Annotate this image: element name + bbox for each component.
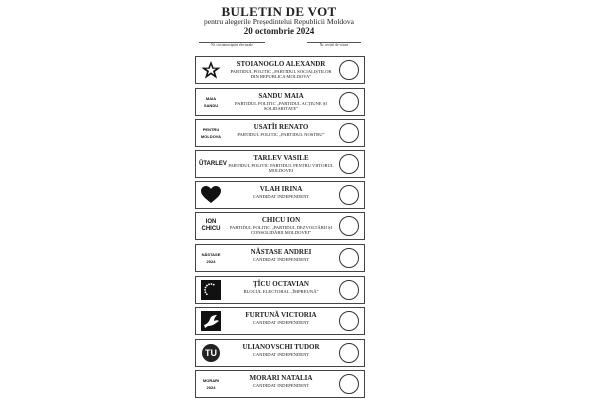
vote-circle[interactable] xyxy=(339,248,359,268)
candidate-party: PARTIDUL POLITIC PARTIDUL PENTRU VIITORUL MOLDOVEI xyxy=(228,163,334,173)
stars-square-icon xyxy=(199,279,223,301)
candidate-name: SANDU MAIA xyxy=(258,92,304,100)
star-icon xyxy=(199,59,223,81)
candidate-row xyxy=(195,150,365,178)
candidate-name: USATÎI RENATO xyxy=(253,123,309,131)
candidate-logo xyxy=(199,247,223,269)
candidate-row xyxy=(195,276,365,304)
vote-circle[interactable] xyxy=(339,311,359,331)
candidate-logo xyxy=(199,373,223,395)
candidate-party: CANDIDAT INDEPENDENT xyxy=(252,352,310,357)
vote-circle[interactable] xyxy=(339,123,359,143)
candidate-name: CHICU ION xyxy=(261,216,301,224)
candidate-logo xyxy=(199,153,227,175)
heart-icon xyxy=(200,185,222,205)
candidate-logo-text: MORARI 2024 xyxy=(202,378,220,390)
candidate-name: VLAH IRINA xyxy=(259,185,303,193)
candidate-party: BLOCUL ELECTORAL „ÎMPREUNĂ” xyxy=(243,289,319,294)
candidate-party: CANDIDAT INDEPENDENT xyxy=(252,194,310,199)
candidate-party: CANDIDAT INDEPENDENT xyxy=(252,383,310,388)
dove-icon xyxy=(200,311,222,331)
heart-icon xyxy=(199,184,223,206)
candidate-name: NĂSTASE ANDREI xyxy=(250,248,312,256)
candidate-name: STOIANOGLO ALEXANDR xyxy=(236,60,326,68)
candidate-name: ȚÎCU OCTAVIAN xyxy=(253,280,309,288)
candidate-name: MORARI NATALIA xyxy=(249,374,313,382)
candidate-logo-text: TU xyxy=(202,344,220,362)
vote-circle[interactable] xyxy=(339,185,359,205)
candidate-row xyxy=(195,244,365,272)
candidate-row xyxy=(195,88,365,116)
candidate-row xyxy=(195,339,365,367)
candidate-row xyxy=(195,119,365,147)
vote-circle[interactable] xyxy=(339,343,359,363)
candidate-row xyxy=(195,181,365,209)
candidate-logo xyxy=(199,215,223,237)
vote-circle[interactable] xyxy=(339,92,359,112)
vote-circle[interactable] xyxy=(339,216,359,236)
star-icon xyxy=(200,60,222,80)
ballot-title: BULETIN DE VOT xyxy=(221,4,337,19)
candidate-logo-text: MAIA SANDU xyxy=(203,96,219,108)
vote-circle[interactable] xyxy=(339,280,359,300)
candidate-party: CANDIDAT INDEPENDENT xyxy=(252,257,310,262)
candidate-row xyxy=(195,212,365,240)
candidate-name: FURTUNĂ VICTORIA xyxy=(245,311,317,319)
ballot xyxy=(187,0,371,400)
candidate-logo xyxy=(199,91,223,113)
ballot-date: 20 octombrie 2024 xyxy=(243,26,315,36)
vote-circle[interactable] xyxy=(339,374,359,394)
candidate-party: PARTIDUL POLITIC „PARTIDUL DEZVOLTĂRII ȘI CONSOLIDĂRII MOLDOVEI” xyxy=(229,225,333,235)
vote-circle[interactable] xyxy=(339,60,359,80)
candidate-logo-text: NĂSTASE 2024 xyxy=(201,252,221,264)
candidate-logo-text: ŪTARLEV xyxy=(199,160,227,167)
candidate-logo-text: PENTRU MOLDOVA xyxy=(200,127,222,139)
candidate-name: TARLEV VASILE xyxy=(253,154,309,162)
candidate-party: CANDIDAT INDEPENDENT xyxy=(252,320,310,325)
candidate-party: PARTIDUL POLITIC „PARTIDUL NOSTRU” xyxy=(237,132,325,137)
dove-icon xyxy=(199,310,223,332)
station-number-caption: Nr. secției de votare xyxy=(319,43,349,47)
district-number-caption: Nr. circumscripției electorale xyxy=(211,43,253,47)
candidate-party: PARTIDUL POLITIC „PARTIDUL ACȚIUNE ȘI SOLIDARITATE” xyxy=(235,101,327,111)
candidate-row xyxy=(195,56,365,84)
candidate-logo-text: ION CHICU xyxy=(201,219,221,232)
vote-circle[interactable] xyxy=(339,154,359,174)
candidate-row xyxy=(195,307,365,335)
candidate-row xyxy=(195,370,365,398)
candidate-name: ULIANOVSCHI TUDOR xyxy=(242,343,320,351)
stars-square-icon xyxy=(200,280,222,300)
candidate-logo xyxy=(199,122,223,144)
ballot-subtitle: pentru alegerile Președintelui Republicii Moldova xyxy=(204,17,354,26)
candidate-party: PARTIDUL POLITIC „PARTIDUL SOCIALIȘTILOR DIN REPUBLICA MOLDOVA” xyxy=(230,69,332,79)
candidate-logo xyxy=(199,342,223,364)
